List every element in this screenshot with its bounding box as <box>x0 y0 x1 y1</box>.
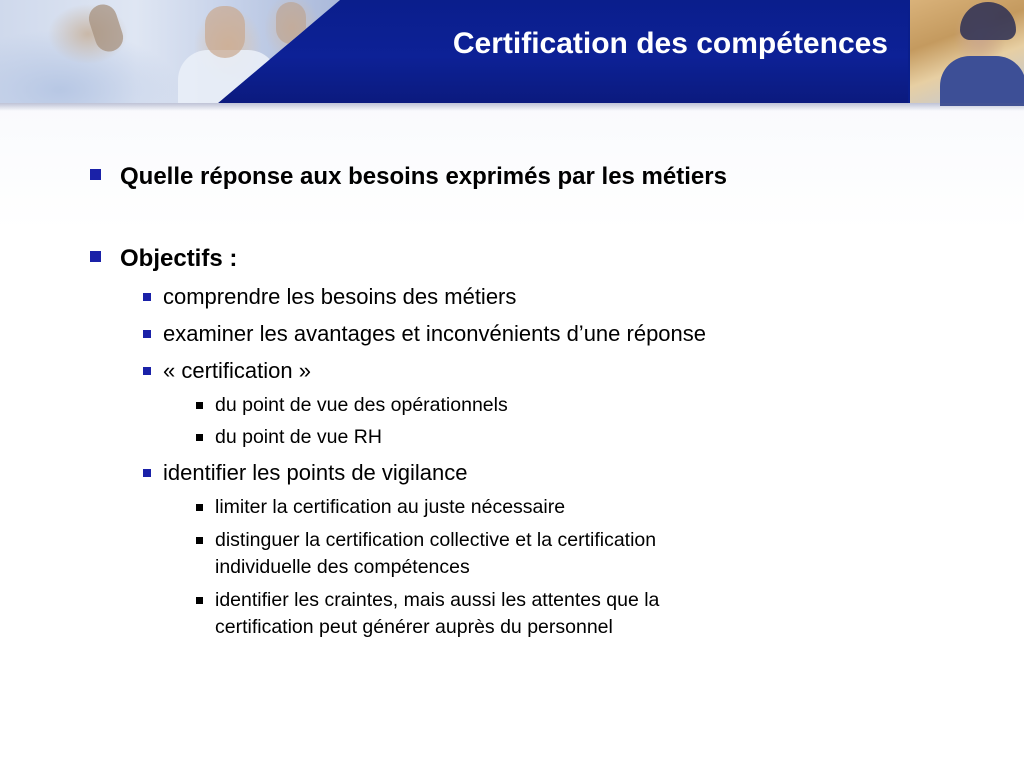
objectif-item <box>163 460 468 486</box>
bullet-text: Quelle réponse aux besoins exprimés par les métiers <box>120 163 727 190</box>
square-bullet-icon <box>196 597 203 604</box>
objectif-item <box>163 284 516 310</box>
square-bullet-icon <box>90 169 101 180</box>
sub-item <box>215 527 656 581</box>
slide-title: Certification des compétences <box>452 27 888 60</box>
sub-item-line: distinguer la certification collective et la certification <box>215 529 657 551</box>
objectif-item <box>163 321 706 347</box>
sub-item-text: limiter la certification au juste nécessaire <box>215 496 566 518</box>
sub-item-text: du point de vue RH <box>215 426 382 448</box>
sub-item <box>215 424 382 451</box>
square-bullet-icon <box>196 504 203 511</box>
square-bullet-icon <box>196 537 203 544</box>
sub-item <box>215 494 565 521</box>
objectif-text: examiner les avantages et inconvénients d’une réponse <box>163 321 707 346</box>
objectif-item <box>163 358 311 384</box>
sub-item-text: du point de vue des opérationnels <box>215 394 508 416</box>
objectif-text: identifier les points de vigilance <box>163 460 468 485</box>
square-bullet-icon <box>143 293 151 301</box>
sub-item-line: individuelle des compétences <box>215 556 470 578</box>
square-bullet-icon <box>143 367 151 375</box>
square-bullet-icon <box>90 251 101 262</box>
sub-item <box>215 392 508 419</box>
square-bullet-icon <box>196 402 203 409</box>
objectif-text: comprendre les besoins des métiers <box>163 284 517 309</box>
square-bullet-icon <box>196 434 203 441</box>
sub-item-line: certification peut générer auprès du personnel <box>215 616 613 638</box>
bullet-objectifs <box>120 245 237 273</box>
square-bullet-icon <box>143 330 151 338</box>
bullet-besoins <box>120 163 727 191</box>
objectif-text: « certification » <box>163 358 311 383</box>
sub-item <box>215 587 659 641</box>
square-bullet-icon <box>143 469 151 477</box>
bullet-text: Objectifs : <box>120 245 238 272</box>
sub-item-line: identifier les craintes, mais aussi les attentes que la <box>215 589 660 611</box>
